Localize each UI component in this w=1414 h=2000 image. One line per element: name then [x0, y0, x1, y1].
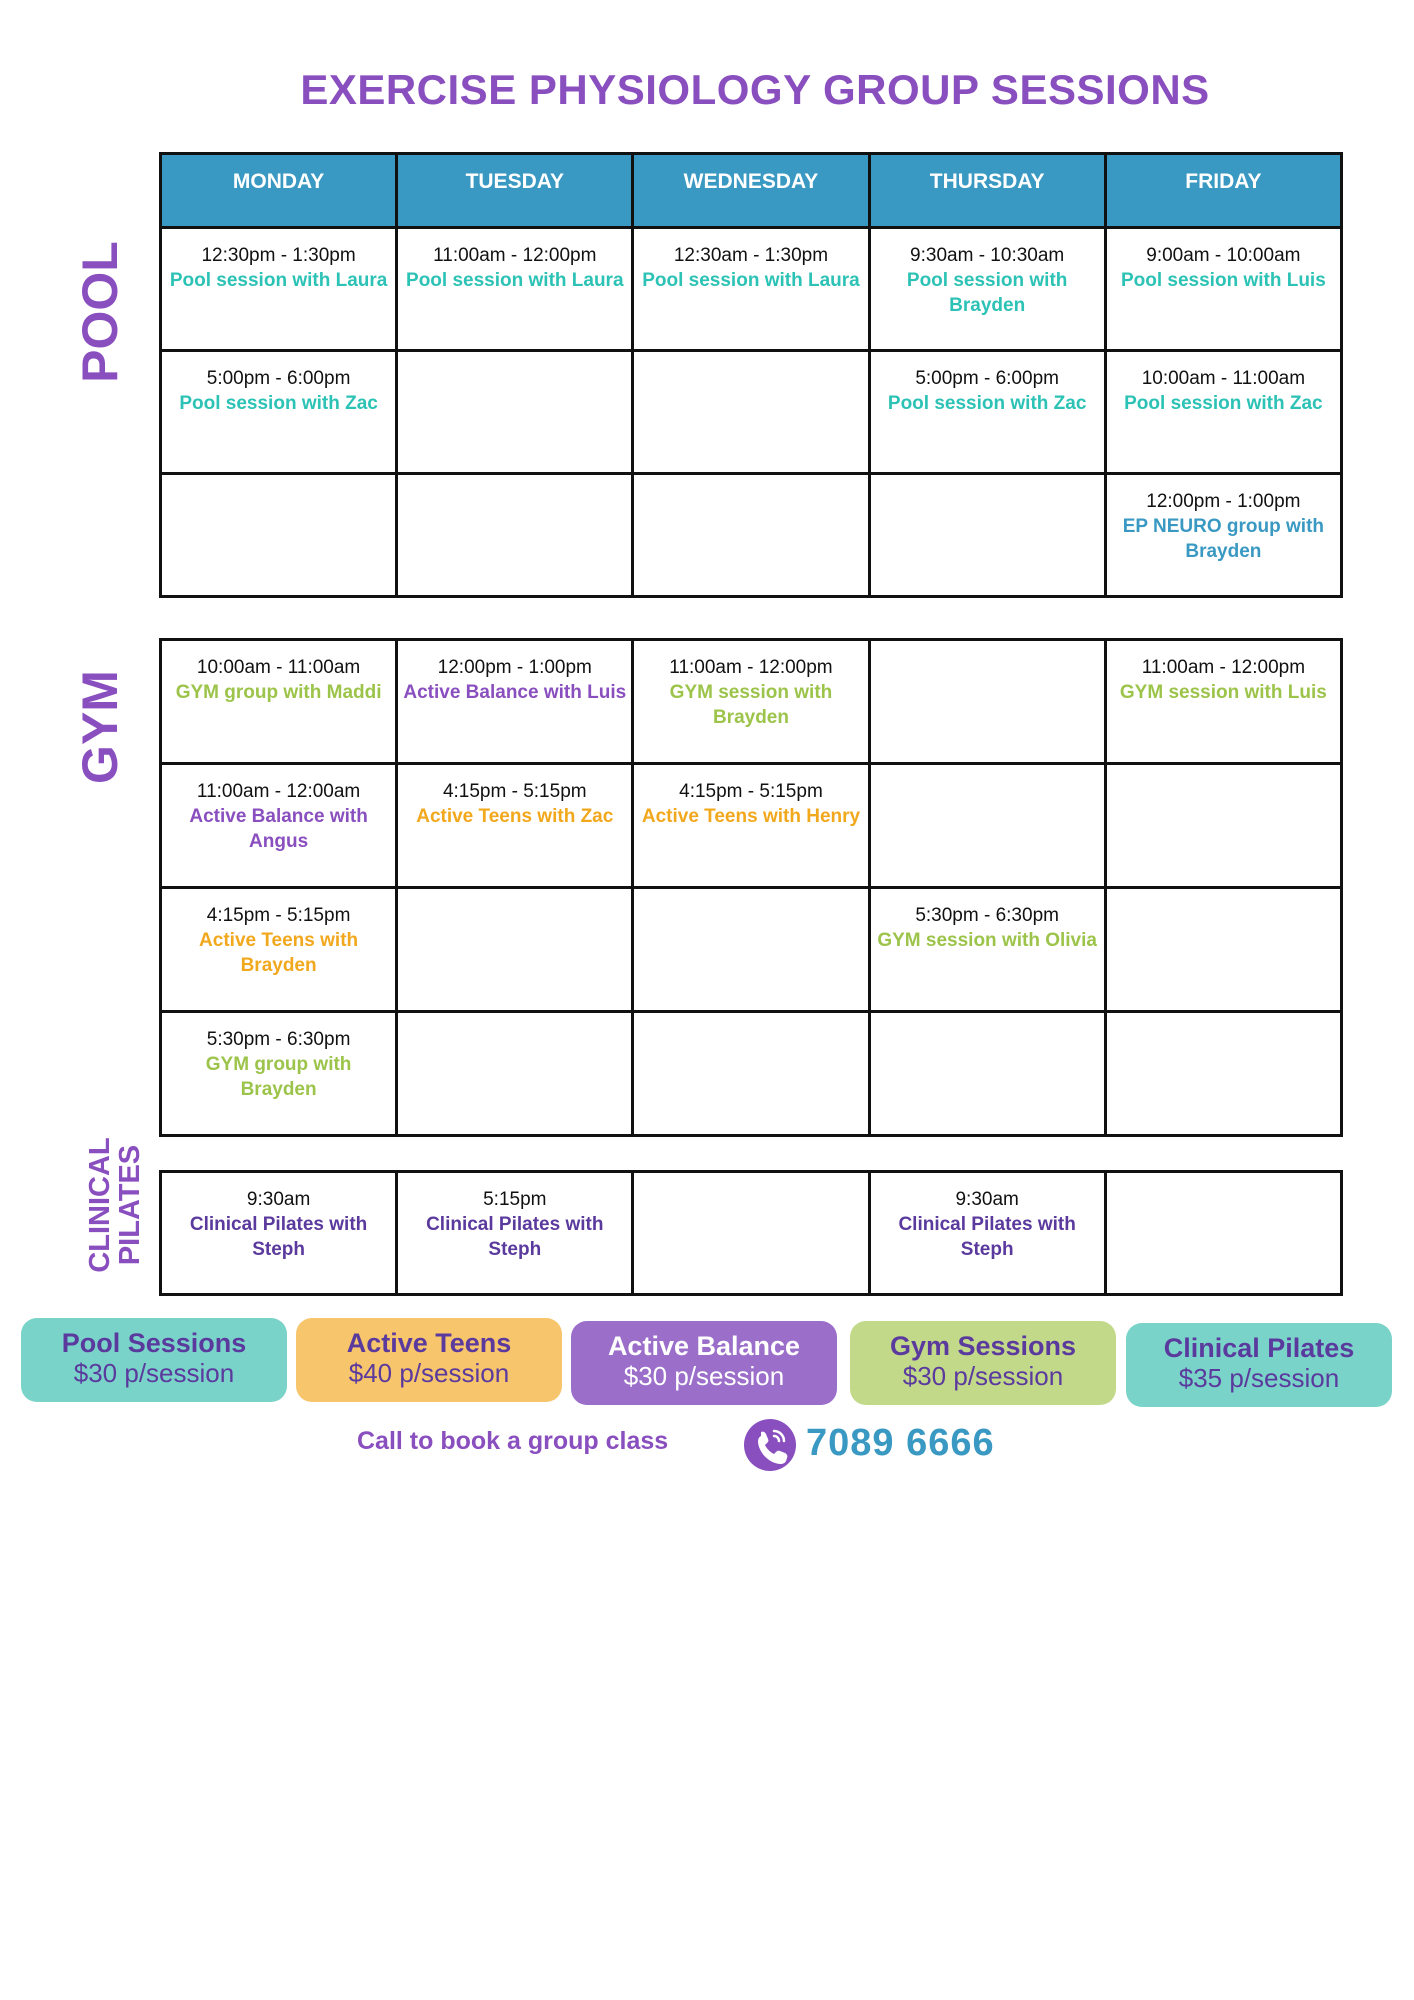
schedule-cell-monday: [161, 351, 397, 474]
table-row: [161, 764, 1342, 888]
schedule-cell-thursday: [869, 474, 1105, 597]
session-time: 11:00am - 12:00pm: [1141, 657, 1306, 678]
day-header-wednesday: WEDNESDAY: [633, 154, 869, 228]
table-row: [161, 640, 1342, 764]
schedule-cell-monday: [161, 888, 397, 1012]
pricing-price: $35 p/session: [1178, 1363, 1340, 1393]
schedule-cell-friday: [1105, 474, 1341, 597]
schedule-cell-wednesday: [633, 228, 869, 351]
gym-schedule-table: [159, 638, 1343, 1137]
schedule-cell-tuesday: [397, 474, 633, 597]
schedule-cell-friday: [1105, 764, 1341, 888]
schedule-cell-thursday: [869, 640, 1105, 764]
section-label-clinical-pilates-text: CLINICAL PILATES: [84, 1137, 146, 1273]
session-time: 9:30am: [246, 1189, 311, 1210]
session-time: 9:00am - 10:00am: [1146, 245, 1301, 266]
schedule-cell-friday: [1105, 1172, 1341, 1295]
session-description: Clinical Pilates with Steph: [426, 1214, 604, 1260]
schedule-cell-monday: [161, 1012, 397, 1136]
section-label-pool: POOL: [72, 241, 128, 383]
schedule-cell-thursday: [869, 1012, 1105, 1136]
schedule-cell-friday: [1105, 1012, 1341, 1136]
schedule-cell-friday: [1105, 228, 1341, 351]
pricing-active-teens: [296, 1318, 562, 1402]
schedule-cell-friday: [1105, 888, 1341, 1012]
schedule-cell-tuesday: [397, 1172, 633, 1295]
session-time: 12:00pm - 1:00pm: [1146, 491, 1301, 512]
schedule-cell-monday: [161, 640, 397, 764]
session-time: 9:30am: [955, 1189, 1019, 1210]
session-time: 5:00pm - 6:00pm: [206, 368, 351, 389]
session-description: Pool session with Laura: [406, 270, 624, 291]
pricing-name: Active Teens: [346, 1328, 512, 1358]
schedule-cell-monday: [161, 764, 397, 888]
page-title: EXERCISE PHYSIOLOGY GROUP SESSIONS: [300, 66, 1210, 113]
session-description: GYM session with Olivia: [877, 930, 1097, 951]
schedule-cell-tuesday: [397, 888, 633, 1012]
schedule-cell-wednesday: [633, 351, 869, 474]
session-description: GYM group with Maddi: [175, 682, 382, 703]
pricing-pool-sessions: [21, 1318, 287, 1402]
pricing-price: $30 p/session: [73, 1358, 235, 1388]
call-to-book-text: Call to book a group class: [357, 1427, 669, 1455]
schedule-cell-thursday: [869, 764, 1105, 888]
day-header-tuesday: TUESDAY: [397, 154, 633, 228]
session-description: Pool session with Brayden: [906, 270, 1068, 316]
clinical-pilates-schedule-table: [159, 1170, 1343, 1296]
schedule-cell-tuesday: [397, 764, 633, 888]
session-time: 5:30pm - 6:30pm: [915, 905, 1059, 926]
schedule-cell-wednesday: [633, 1172, 869, 1295]
pricing-name: Active Balance: [607, 1331, 801, 1361]
session-time: 11:00am - 12:00pm: [669, 657, 833, 678]
pricing-price: $30 p/session: [623, 1361, 785, 1391]
session-description: Pool session with Zac: [1124, 393, 1323, 414]
schedule-cell-tuesday: [397, 228, 633, 351]
session-time: 12:30am - 1:30pm: [673, 245, 829, 266]
schedule-cell-tuesday: [397, 351, 633, 474]
schedule-cell-friday: [1105, 640, 1341, 764]
section-label-clinical-pilates: [85, 1130, 145, 1280]
session-time: 5:30pm - 6:30pm: [206, 1029, 351, 1050]
session-description: Active Teens with Brayden: [199, 930, 359, 976]
table-row: [161, 228, 1342, 351]
table-row: [161, 351, 1342, 474]
schedule-cell-friday: [1105, 351, 1341, 474]
pricing-price: $30 p/session: [902, 1361, 1064, 1391]
session-description: Active Balance with Luis: [403, 682, 627, 703]
session-description: Pool session with Laura: [169, 270, 388, 291]
pricing-clinical-pilates: [1126, 1323, 1392, 1407]
session-time: 11:00am - 12:00pm: [433, 245, 597, 266]
schedule-cell-wednesday: [633, 474, 869, 597]
session-time: 4:15pm - 5:15pm: [442, 781, 587, 802]
session-description: GYM group with Brayden: [205, 1054, 352, 1100]
session-time: 5:00pm - 6:00pm: [915, 368, 1059, 389]
schedule-cell-wednesday: [633, 1012, 869, 1136]
session-time: 4:15pm - 5:15pm: [206, 905, 351, 926]
session-description: EP NEURO group with Brayden: [1122, 516, 1324, 562]
phone-number[interactable]: 7089 6666: [806, 1422, 995, 1464]
schedule-cell-monday: [161, 228, 397, 351]
session-time: 11:00am - 12:00am: [196, 781, 361, 802]
session-time: 9:30am - 10:30am: [910, 245, 1065, 266]
session-description: Active Balance with Angus: [189, 806, 368, 852]
session-time: 12:00pm - 1:00pm: [437, 657, 592, 678]
session-description: Pool session with Zac: [179, 393, 378, 414]
pricing-price: $40 p/session: [348, 1358, 510, 1388]
session-description: Active Teens with Henry: [641, 806, 861, 827]
session-time: 5:15pm: [483, 1189, 547, 1210]
pricing-name: Clinical Pilates: [1163, 1333, 1355, 1363]
session-description: GYM session with Brayden: [669, 682, 833, 728]
table-row: [161, 888, 1342, 1012]
day-header-monday: MONDAY: [161, 154, 397, 228]
table-row: [161, 1012, 1342, 1136]
schedule-cell-wednesday: [633, 764, 869, 888]
schedule-cell-tuesday: [397, 640, 633, 764]
section-label-gym: GYM: [72, 670, 128, 784]
schedule-cell-wednesday: [633, 640, 869, 764]
schedule-cell-wednesday: [633, 888, 869, 1012]
session-description: GYM session with Luis: [1119, 682, 1327, 703]
session-description: Pool session with Zac: [887, 393, 1087, 414]
schedule-cell-thursday: [869, 888, 1105, 1012]
day-header-friday: FRIDAY: [1105, 154, 1341, 228]
table-row: [161, 474, 1342, 597]
session-time: 10:00am - 11:00am: [196, 657, 361, 678]
session-time: 4:15pm - 5:15pm: [679, 781, 823, 802]
session-description: Clinical Pilates with Steph: [189, 1214, 368, 1260]
schedule-cell-tuesday: [397, 1012, 633, 1136]
table-row: [161, 1172, 1342, 1295]
schedule-cell-thursday: [869, 351, 1105, 474]
session-time: 10:00am - 11:00am: [1141, 368, 1306, 389]
pool-schedule-table: [159, 152, 1343, 598]
session-description: Pool session with Laura: [642, 270, 860, 291]
schedule-cell-monday: [161, 474, 397, 597]
day-header-row: [161, 154, 1342, 228]
schedule-cell-monday: [161, 1172, 397, 1295]
schedule-cell-thursday: [869, 228, 1105, 351]
pricing-name: Gym Sessions: [889, 1331, 1077, 1361]
session-time: 12:30pm - 1:30pm: [201, 245, 356, 266]
pricing-gym-sessions: [850, 1321, 1116, 1405]
pricing-active-balance: [571, 1321, 837, 1405]
session-description: Clinical Pilates with Steph: [898, 1214, 1076, 1260]
day-header-thursday: THURSDAY: [869, 154, 1105, 228]
phone-icon: [744, 1419, 796, 1471]
schedule-cell-thursday: [869, 1172, 1105, 1295]
pricing-name: Pool Sessions: [61, 1328, 247, 1358]
session-description: Pool session with Luis: [1120, 270, 1326, 291]
session-description: Active Teens with Zac: [416, 806, 614, 827]
